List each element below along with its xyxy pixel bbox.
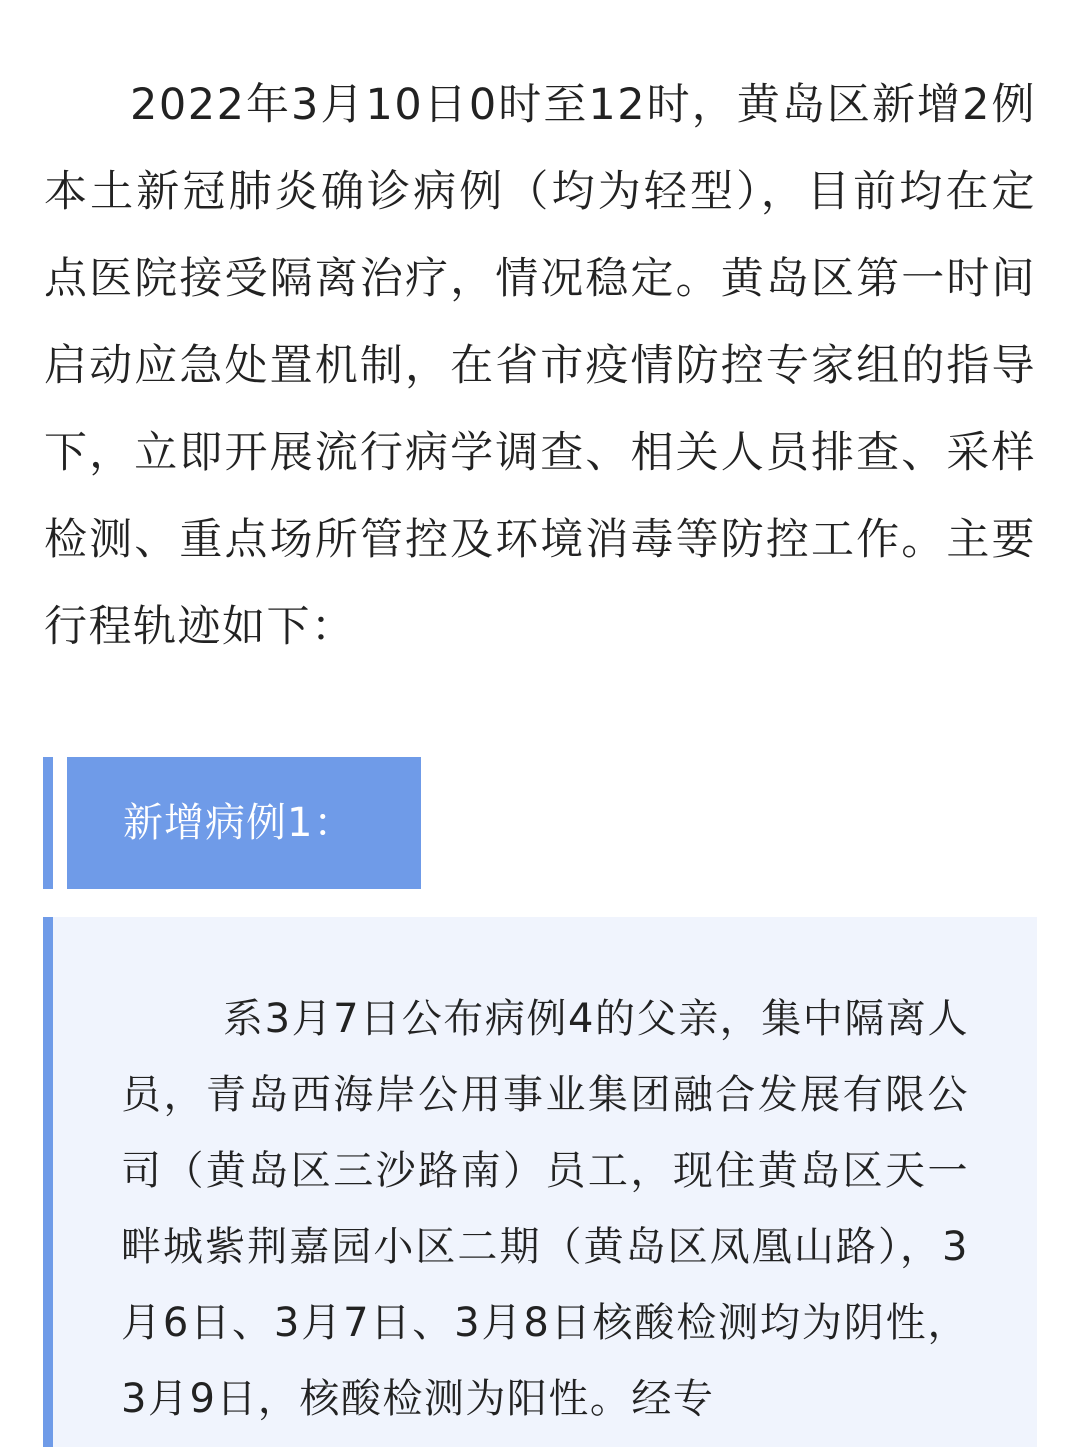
case-detail-text: 系3月7日公布病例4的父亲，集中隔离人员，青岛西海岸公用事业集团融合发展有限公司（黄岛区三沙路南）员工，现住黄岛区天一畔城紫荆嘉园小区二期（黄岛区凤凰山路），3月6日、3月7日、3月8日核酸检测均为阴性，3月9日，核酸检测为阳性。经专 <box>121 996 969 1422</box>
section-title: 新增病例1： <box>123 800 355 846</box>
section-title-box <box>67 757 421 889</box>
case-accent-bar <box>43 917 53 1447</box>
section-header <box>43 757 421 889</box>
intro-paragraph: 2022年3月10日0时至12时，黄岛区新增2例本土新冠肺炎确诊病例（均为轻型），目前均在定点医院接受隔离治疗，情况稳定。黄岛区第一时间启动应急处置机制，在省市疫情防控专家组的指导下，立即开展流行病学调查、相关人员排查、采样检测、重点场所管控及环境消毒等防控工作。主要行程轨迹如下： <box>44 80 1036 652</box>
section-accent-bar <box>43 757 53 889</box>
case-detail-box <box>43 917 1037 1447</box>
